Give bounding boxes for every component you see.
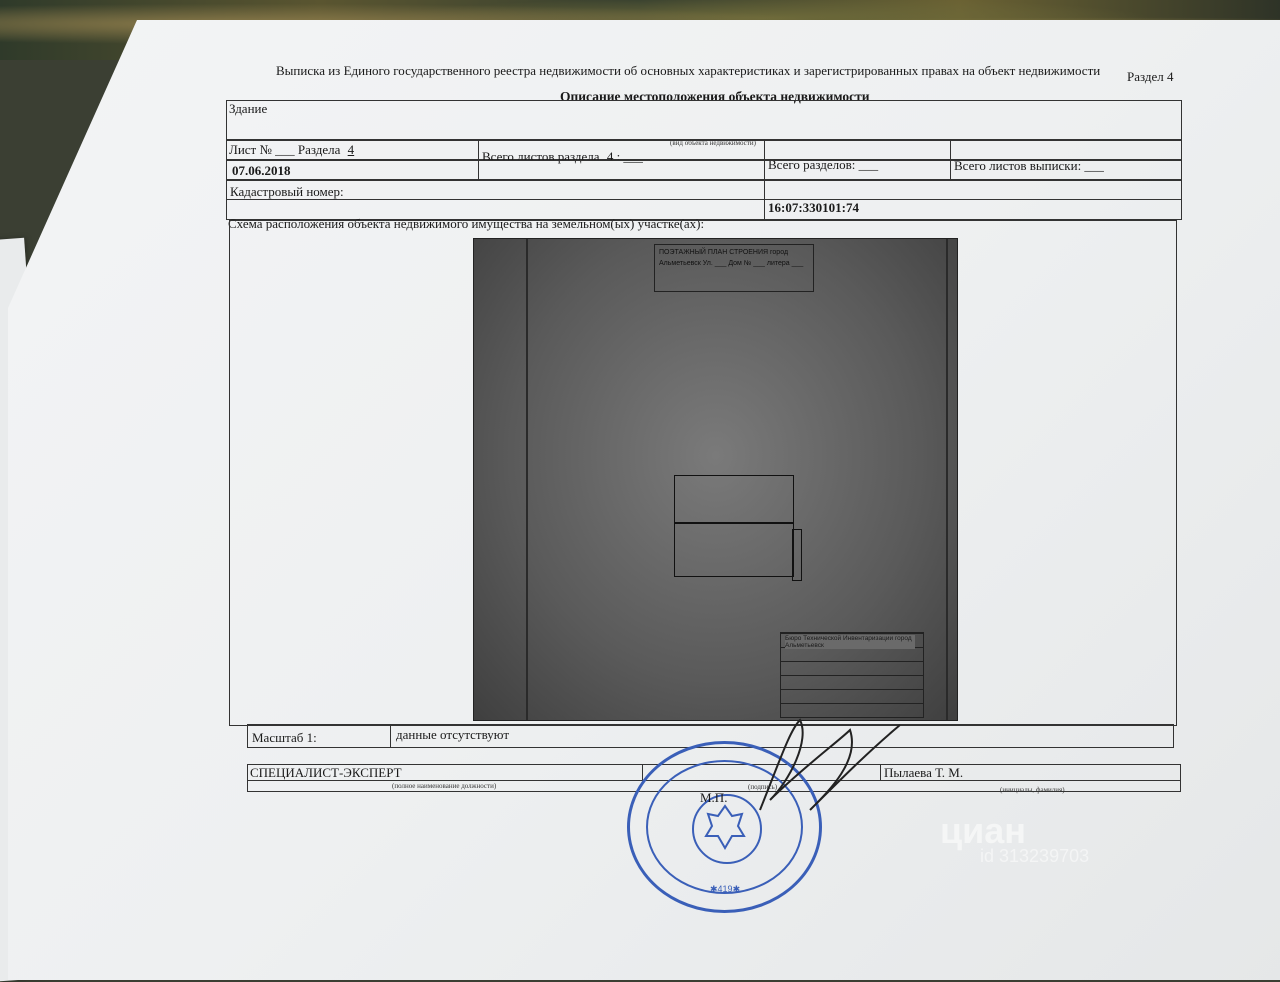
watermark-brand: циан xyxy=(940,810,1027,851)
building-outline-upper xyxy=(674,475,794,523)
seal-label: М.П. xyxy=(700,790,728,805)
building-outline-extension xyxy=(792,529,802,581)
sheet-section-value: 4 xyxy=(347,142,355,157)
signatory-name: Пылаева Т. М. xyxy=(884,765,964,780)
scale-value: данные отсутствуют xyxy=(396,727,510,742)
signatory-name-caption: (инициалы, фамилия) xyxy=(1000,786,1065,794)
object-type-row xyxy=(226,100,1182,140)
extract-title: Выписка из Единого государственного реестра недвижимости об основных характеристиках и зарегистрированных правах на объект недвижимости xyxy=(276,63,1101,78)
scale-label: Масштаб 1: xyxy=(252,730,317,745)
signatory-signature-caption: (подпись) xyxy=(748,783,778,791)
sheet-info-row xyxy=(226,140,1182,160)
building-outline-lower xyxy=(674,523,794,577)
object-type: Здание xyxy=(229,101,268,116)
object-type-caption: (вид объекта недвижимости) xyxy=(670,139,756,147)
total-sheets-label: Всего листов раздела xyxy=(482,149,600,164)
cadastral-value: 16:07:330101:74 xyxy=(768,200,859,215)
sheet-label-text: Лист № ___ Раздела xyxy=(229,142,341,157)
scale-divider xyxy=(390,724,391,748)
floor-plan-image xyxy=(473,238,958,721)
signatory-position: СПЕЦИАЛИСТ-ЭКСПЕРТ xyxy=(250,765,402,780)
signatory-position-caption: (полное наименование должности) xyxy=(392,782,497,790)
stamp-number: ✱419✱ xyxy=(710,884,741,894)
cadastral-divider xyxy=(226,199,1182,200)
description-title: Описание местоположения объекта недвижимости xyxy=(560,89,870,104)
plan-header-stamp: ПОЭТАЖНЫЙ ПЛАН СТРОЕНИЯ город Альметьевск Ул. ___ Дом № ___ литера ___ xyxy=(654,244,814,292)
date-value: 07.06.2018 xyxy=(232,163,291,178)
date-row xyxy=(226,160,1182,180)
section-label: Раздел 4 xyxy=(1127,69,1174,84)
cadastral-row xyxy=(226,180,1182,220)
stamp-number-value: 419 xyxy=(717,884,733,894)
total-sheets-value: 4 : ___ xyxy=(606,149,643,164)
signatory-divider-1 xyxy=(642,764,643,780)
watermark-id: id 313239703 xyxy=(980,846,1090,866)
scheme-label: Схема расположения объекта недвижимого имущества на земельном(ых) участке(ах): xyxy=(228,216,705,231)
sheet-label xyxy=(229,142,354,158)
cadastral-label: Кадастровый номер: xyxy=(230,184,344,199)
total-sections: Всего разделов: ___ xyxy=(768,157,879,172)
total-extract-sheets: Всего листов выписки: ___ xyxy=(954,158,1104,173)
plan-corner-title: Бюро Технической Инвентаризации город Альметьевск xyxy=(785,635,915,649)
handwritten-signature-icon xyxy=(700,700,910,820)
